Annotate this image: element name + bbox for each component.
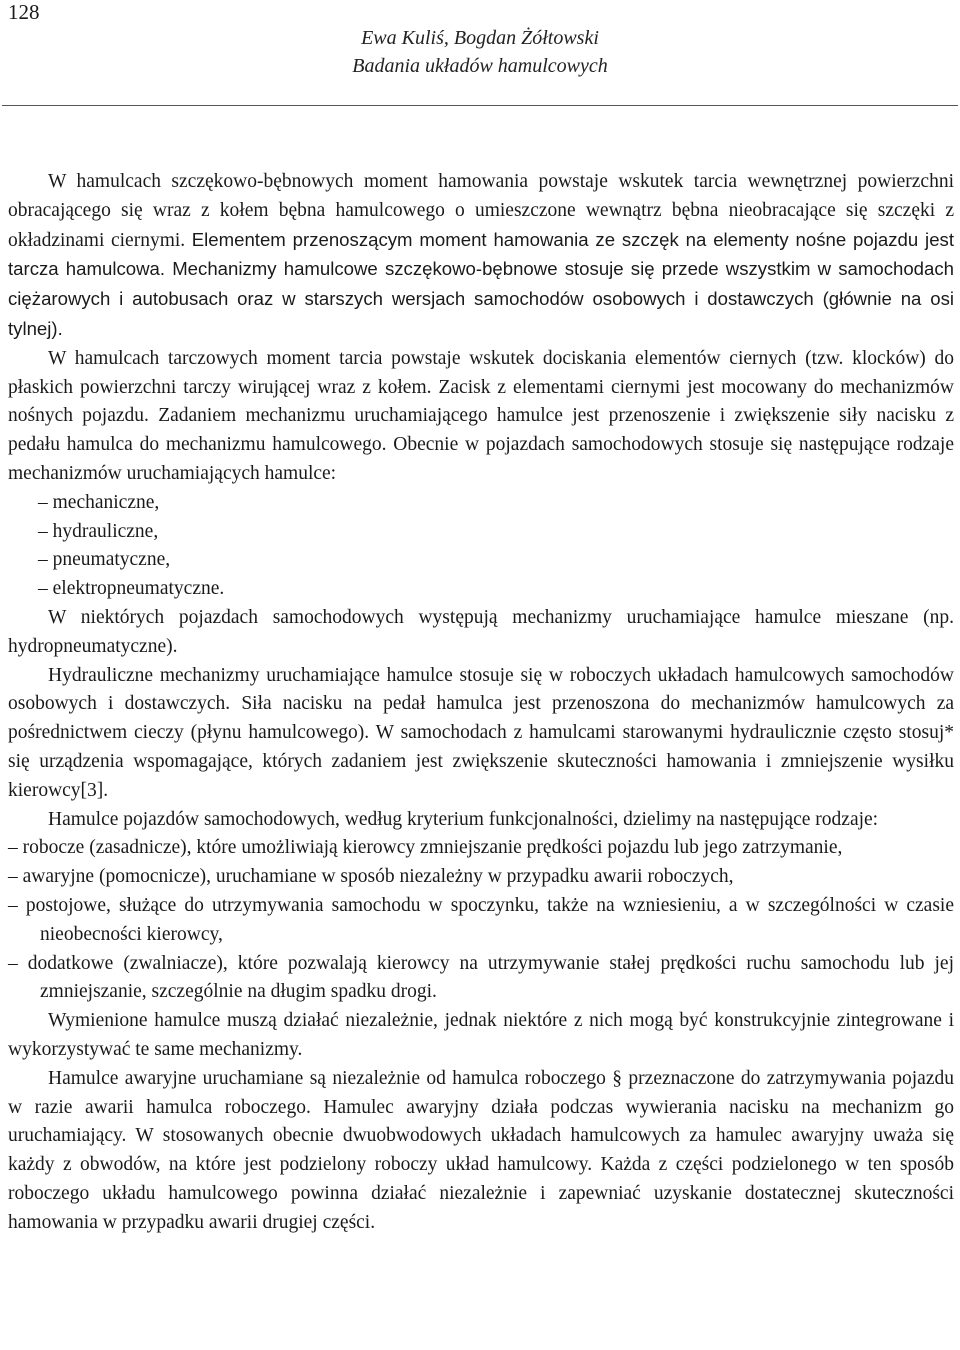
- list-item: – hydrauliczne,: [38, 520, 159, 542]
- running-header: [0, 24, 960, 80]
- list-item: – pneumatyczne,: [38, 549, 171, 571]
- list-item: – postojowe, służące do utrzymywania samochodu w spoczynku, także na wzniesieniu, a w szczególności w czasie nieobecności kierowcy,: [8, 894, 954, 945]
- paragraph-independence: Wymienione hamulce muszą działać niezależnie, jednak niektóre z nich mogą być konstrukcyjnie zintegrowane i wykorzystywać te same mechanizmy.: [8, 1010, 954, 1060]
- paragraph-brake-types: Hamulce pojazdów samochodowych, według kryterium funkcjonalności, dzielimy na następujące rodzaje:: [48, 808, 879, 830]
- body-text: [8, 168, 954, 1237]
- list-item: – elektropneumatyczne.: [38, 578, 225, 600]
- list-item: – awaryjne (pomocnicze), uruchamiane w sposób niezależny w przypadku awarii roboczych,: [8, 866, 734, 888]
- paragraph-emergency-brakes: Hamulce awaryjne uruchamiane są niezależnie od hamulca roboczego § przeznaczone do zatrzymywania pojazdu w razie awarii hamulca roboczego. Hamulec awaryjny działa podczas wywierania nacisku na mechanizm go uruchamiający. W stosowanych obecnie dwuobwodowych układach hamulcowych za hamulec awaryjny uważa się każdy z obwodów, na które jest podzielony roboczy układ hamulcowy. Każda z części podzielonego w ten sposób roboczego układu hamulcowego powinna działać niezależnie i zapewniać uzyskanie dostatecznej skuteczności hamowania w przypadku awarii drugiej części.: [8, 1067, 954, 1233]
- paragraph-mixed: W niektórych pojazdach samochodowych występują mechanizmy uruchamiające hamulce mieszane (np. hydropneumatyczne).: [8, 606, 954, 657]
- paragraph-drum-brakes-part2: Elementem przenoszącym moment hamowania ze szczęk na elementy nośne pojazdu jest tarcza hamulcowa. Mechanizmy hamulcowe szczękowo-bębnowe stosuje się przede wszystkim w samochodach ciężarowych i autobusach oraz w starszych wersjach samochodów osobowych i dostawczych (głównie na osi tylnej).: [8, 228, 954, 339]
- paragraph-drum-brakes: [8, 168, 954, 345]
- paragraph-drum-brakes-part1: W hamulcach szczękowo-bębnowych moment hamowania powstaje wskutek tarcia wewnętrznej powierzchni obracającego się wraz z kołem bębna hamulcowego o umieszczone wewnątrz bębna nieobracające się szczęki z okładzinami ciernymi.: [8, 171, 954, 251]
- list-item: – mechaniczne,: [38, 491, 160, 513]
- header-rule: [2, 105, 958, 106]
- header-authors: Ewa Kuliś, Bogdan Żółtowski: [361, 27, 599, 49]
- header-title: Badania układów hamulcowych: [352, 55, 608, 77]
- list-item: – robocze (zasadnicze), które umożliwiają kierowcy zmniejszanie prędkości pojazdu lub jego zatrzymanie,: [8, 837, 843, 859]
- paragraph-disc-brakes: W hamulcach tarczowych moment tarcia powstaje wskutek dociskania elementów ciernych (tzw. klocków) do płaskich powierzchni tarczy wirującej wraz z kołem. Zacisk z elementami ciernymi jest mocowany do mechanizmów nośnych pojazdu. Zadaniem mechanizmu uruchamiającego hamulce jest przenoszenie i zwiększenie siły nacisku z pedału hamulca do mechanizmu hamulcowego. Obecnie w pojazdach samochodowych stosuje się następujące rodzaje mechanizmów uruchamiających hamulce:: [8, 347, 954, 484]
- paragraph-hydraulic: Hydrauliczne mechanizmy uruchamiające hamulce stosuje się w roboczych układach hamulcowych samochodów osobowych i dostawczych. Siła nacisku na pedał hamulca jest przenoszona do mechanizmów hamulcowych za pośrednictwem cieczy (płynu hamulcowego). W samochodach z hamulcami starowanymi hydraulicznie często stosuj* się urządzenia wspomagające, których zadaniem jest zwiększenie skuteczności hamowania i zmniejszenie wysiłku kierowcy[3].: [8, 664, 954, 801]
- list-item: – dodatkowe (zwalniacze), które pozwalają kierowcy na utrzymywanie stałej prędkości ruchu samochodu lub jej zmniejszanie, szczególnie na długim spadku drogi.: [8, 952, 954, 1003]
- page-number: 128: [8, 0, 40, 24]
